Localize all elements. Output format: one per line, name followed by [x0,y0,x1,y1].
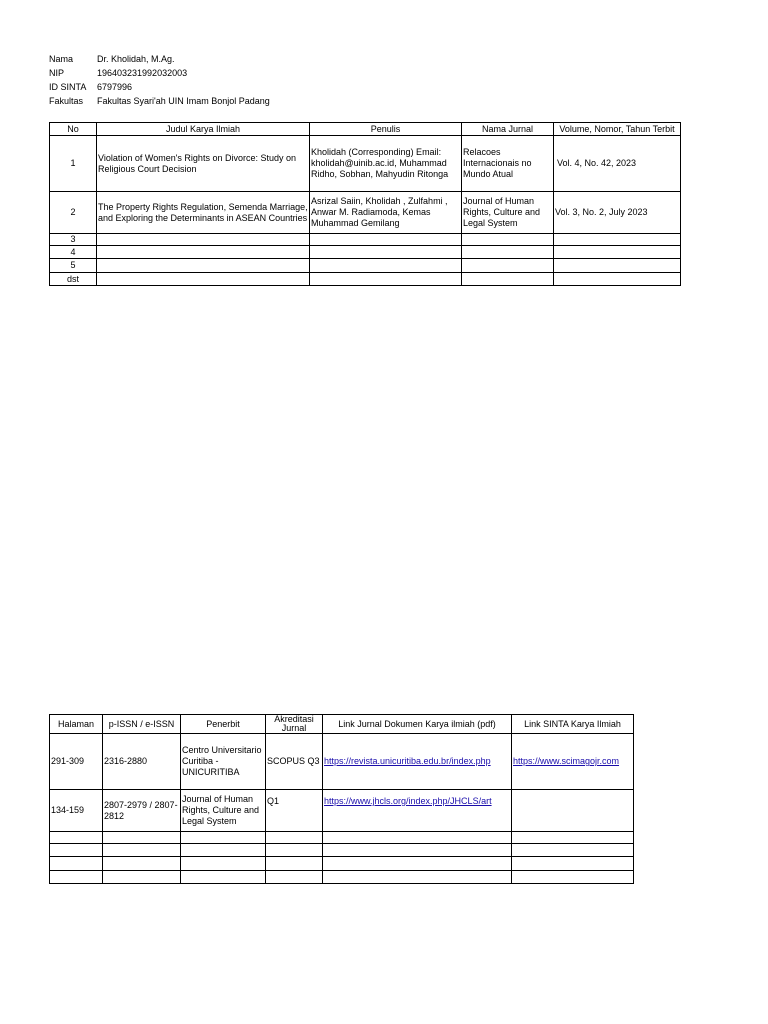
cell-halaman [50,857,103,871]
cell-link-sinta [512,844,634,857]
karya-ilmiah-table [49,122,681,286]
cell-halaman [50,844,103,857]
cell-akreditasi [266,832,323,844]
table-header-row [50,715,634,734]
cell-judul [97,273,310,286]
nip-label: NIP [49,67,65,78]
cell-volume [554,273,681,286]
cell-judul [97,234,310,246]
fakultas-label: Fakultas [49,95,84,106]
cell-link-sinta [512,734,634,790]
table-row [50,844,634,857]
cell-issn: 2807-2979 / 2807-2812 [103,790,181,832]
cell-nama-jurnal: Journal of Human Rights, Culture and Legal System [462,192,554,234]
cell-halaman [50,871,103,884]
publikasi-detail-table [49,714,634,884]
table-row [50,790,634,832]
header-penerbit: Penerbit [181,715,266,734]
profile-row-fakultas [49,94,270,108]
header-issn: p-ISSN / e-ISSN [103,715,181,734]
cell-penulis: Kholidah (Corresponding) Email: kholidah@uinib.ac.id, Muhammad Ridho, Sobhan, Mahyudin Ritonga [310,136,462,192]
table-row [50,234,681,246]
header-no: No [50,123,97,136]
cell-halaman [50,832,103,844]
cell-nama-jurnal [462,273,554,286]
cell-penulis [310,234,462,246]
cell-nama-jurnal [462,234,554,246]
table-row [50,246,681,259]
cell-issn [103,832,181,844]
cell-akreditasi: Q1 [266,790,323,832]
cell-no: 4 [50,246,97,259]
cell-issn [103,871,181,884]
cell-link-sinta [512,790,634,832]
cell-link-sinta [512,857,634,871]
cell-penerbit [181,857,266,871]
cell-issn: 2316-2880 [103,734,181,790]
cell-volume: Vol. 4, No. 42, 2023 [554,136,681,192]
nip-value: 196403231992032003 [97,67,188,78]
header-akreditasi: Akreditasi Jurnal [266,715,323,734]
cell-halaman: 291-309 [50,734,103,790]
sinta-value: 6797996 [97,81,133,92]
cell-volume [554,234,681,246]
header-link-pdf: Link Jurnal Dokumen Karya ilmiah (pdf) [323,715,512,734]
cell-penulis [310,273,462,286]
cell-nama-jurnal [462,246,554,259]
cell-issn [103,857,181,871]
journal-pdf-link[interactable]: https://www.jhcls.org/index.php/JHCLS/art [324,796,492,806]
nama-label: Nama [49,53,74,64]
table-row [50,832,634,844]
cell-link-pdf [323,734,512,790]
header-nama-jurnal: Nama Jurnal [462,123,554,136]
cell-link-sinta [512,871,634,884]
table-row [50,734,634,790]
table-row [50,857,634,871]
cell-halaman: 134-159 [50,790,103,832]
cell-issn [103,844,181,857]
cell-volume [554,246,681,259]
cell-judul [97,246,310,259]
cell-penerbit: Centro Universitario Curitiba - UNICURITIBA [181,734,266,790]
cell-nama-jurnal: Relacoes Internacionais no Mundo Atual [462,136,554,192]
cell-no: 3 [50,234,97,246]
table-row [50,192,681,234]
profile-row-nama [49,52,270,66]
sinta-label: ID SINTA [49,81,87,92]
cell-akreditasi [266,857,323,871]
cell-penerbit [181,832,266,844]
cell-akreditasi: SCOPUS Q3 [266,734,323,790]
header-penulis: Penulis [310,123,462,136]
cell-nama-jurnal [462,259,554,273]
cell-volume: Vol. 3, No. 2, July 2023 [554,192,681,234]
profile-row-sinta [49,80,270,94]
table-row [50,259,681,273]
fakultas-value: Fakultas Syari'ah UIN Imam Bonjol Padang [97,95,270,106]
table-header-row [50,123,681,136]
cell-no: dst [50,273,97,286]
header-judul: Judul Karya Ilmiah [97,123,310,136]
cell-judul: Violation of Women's Rights on Divorce: Study on Religious Court Decision [97,136,310,192]
cell-volume [554,259,681,273]
profile-row-nip [49,66,270,80]
profile-info [49,52,270,108]
table-row [50,871,634,884]
cell-penulis [310,246,462,259]
table-row [50,136,681,192]
cell-no: 1 [50,136,97,192]
header-link-sinta: Link SINTA Karya Ilmiah [512,715,634,734]
cell-akreditasi [266,871,323,884]
cell-penulis [310,259,462,273]
header-volume: Volume, Nomor, Tahun Terbit [554,123,681,136]
cell-judul [97,259,310,273]
cell-link-pdf [323,857,512,871]
header-halaman: Halaman [50,715,103,734]
cell-akreditasi [266,844,323,857]
cell-link-pdf [323,790,512,832]
journal-pdf-link[interactable]: https://revista.unicuritiba.edu.br/index.php [324,756,491,767]
cell-link-pdf [323,871,512,884]
cell-judul: The Property Rights Regulation, Semenda Marriage, and Exploring the Determinants in ASEAN Countries [97,192,310,234]
nama-value: Dr. Kholidah, M.Ag. [97,53,175,64]
cell-link-pdf [323,832,512,844]
cell-penulis: Asrizal Saiin, Kholidah , Zulfahmi , Anwar M. Radiamoda, Kemas Muhammad Gemilang [310,192,462,234]
cell-penerbit [181,871,266,884]
cell-penerbit [181,844,266,857]
table-row [50,273,681,286]
cell-no: 2 [50,192,97,234]
cell-penerbit: Journal of Human Rights, Culture and Legal System [181,790,266,832]
cell-link-sinta [512,832,634,844]
cell-link-pdf [323,844,512,857]
cell-no: 5 [50,259,97,273]
sinta-link[interactable]: https://www.scimagojr.com [513,756,620,767]
